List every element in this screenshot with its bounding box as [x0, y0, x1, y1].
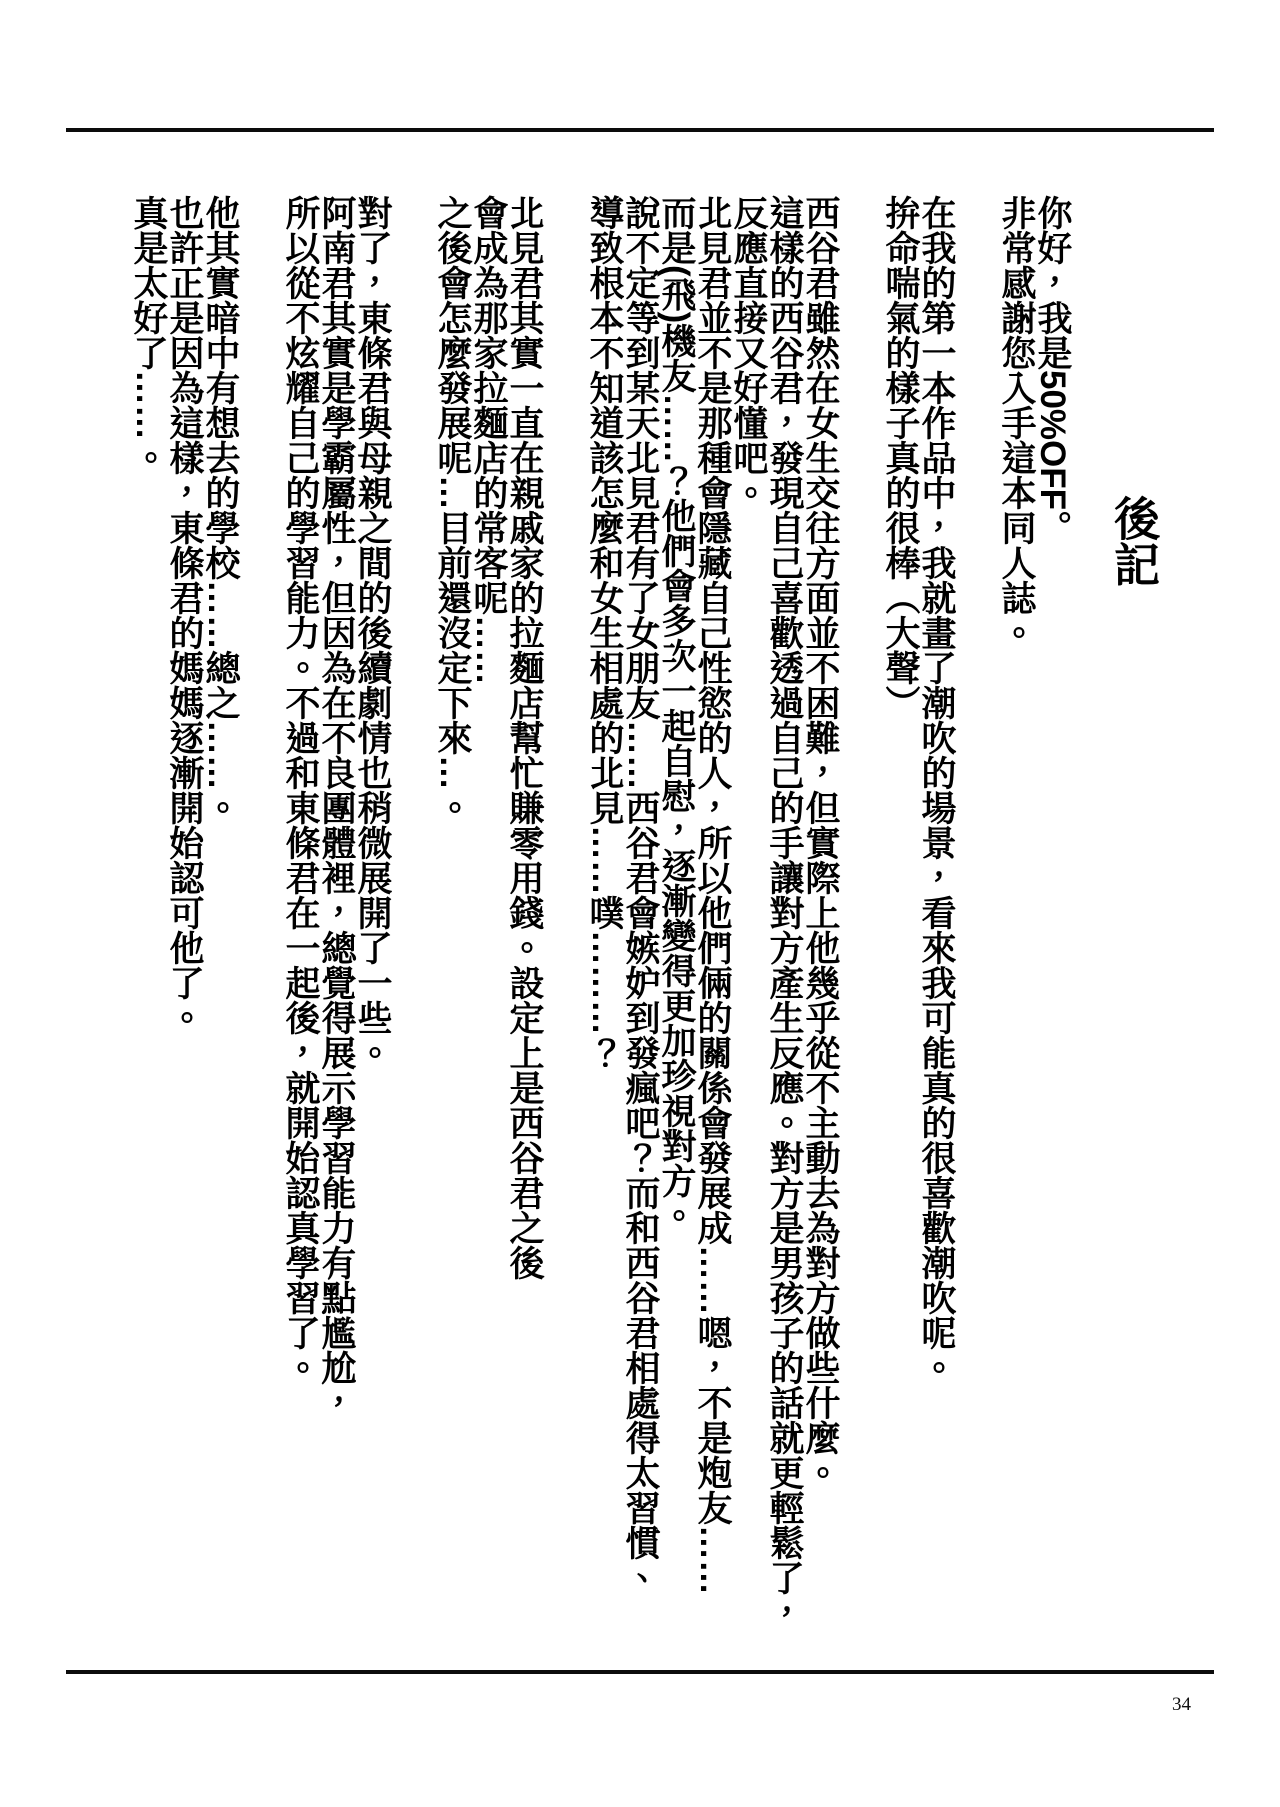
- text-line: 反應直接又好懂吧。: [729, 195, 768, 510]
- text-line: 拚命喘氣的樣子真的很棒（大聲）: [881, 195, 920, 720]
- text-line: 西谷君雖然在女生交往方面並不困難，但實際上他幾乎從不主動去為對方做些什麼。: [801, 195, 840, 1490]
- paragraph-tojo-anan: [282, 195, 390, 1655]
- text-line: 所以從不炫耀自己的學習能力。不過和東條君在一起後，就開始認真學習了。: [281, 195, 320, 1385]
- paragraph-ramen-shop: [434, 195, 542, 1655]
- paragraph-nishitani-kitami: [586, 195, 838, 1655]
- text-line: 在我的第一本作品中，我就畫了潮吹的場景，看來我可能真的很喜歡潮吹呢。: [917, 195, 956, 1385]
- afterword-text-block: [86, 195, 1158, 1655]
- text-line: 之後會怎麼發展呢…目前還沒定下來…。: [433, 195, 472, 825]
- bottom-divider: [66, 1670, 1214, 1674]
- top-divider: [66, 128, 1214, 132]
- paragraph-first-work: [882, 195, 954, 1655]
- paragraph-school-mother: [130, 195, 238, 1655]
- text-line: 這樣的西谷君，發現自己喜歡透過自己的手讓對方產生反應。對方是男孩子的話就更輕鬆了，: [765, 195, 804, 1630]
- text-line: 對了，東條君與母親之間的後續劇情也稍微展開了一些。: [353, 195, 392, 1070]
- text-line: 真是太好了……。: [129, 195, 168, 475]
- text-line: 說不定等到某天北見君有了女朋友……西谷君會嫉妒到發瘋吧？而和西谷君相處得太習慣、: [621, 195, 660, 1595]
- page-title: 後記: [1108, 495, 1160, 587]
- text-line: 北見君並不是那種會隱藏自己性慾的人，所以他們倆的關係會發展成……嗯，不是炮友……: [693, 195, 732, 1595]
- text-line: 會成為那家拉麵店的常客呢……: [469, 195, 508, 685]
- paragraph-greeting: [998, 195, 1070, 1655]
- text-line: 他其實暗中有想去的學校……總之……。: [201, 195, 240, 825]
- text-line: 你好，我是50%OFF。: [1033, 195, 1072, 546]
- page-number: 34: [1172, 1694, 1191, 1715]
- text-line: 北見君其實一直在親戚家的拉麵店幫忙賺零用錢。設定上是西谷君之後: [505, 195, 544, 1280]
- text-line: 阿南君其實是學霸屬性，但因為在不良團體裡，總覺得展示學習能力有點尷尬，: [317, 195, 356, 1420]
- text-line: 導致根本不知道該怎麼和女生相處的北見……噗………？: [585, 195, 624, 1070]
- text-line: 也許正是因為這樣，東條君的媽媽逐漸開始認可他了。: [165, 195, 204, 1035]
- text-line: 而是(飛)機友……？他們會多次一起自慰，逐漸變得更加珍視對方。: [657, 195, 696, 1234]
- text-line: 非常感謝您入手這本同人誌。: [997, 195, 1036, 650]
